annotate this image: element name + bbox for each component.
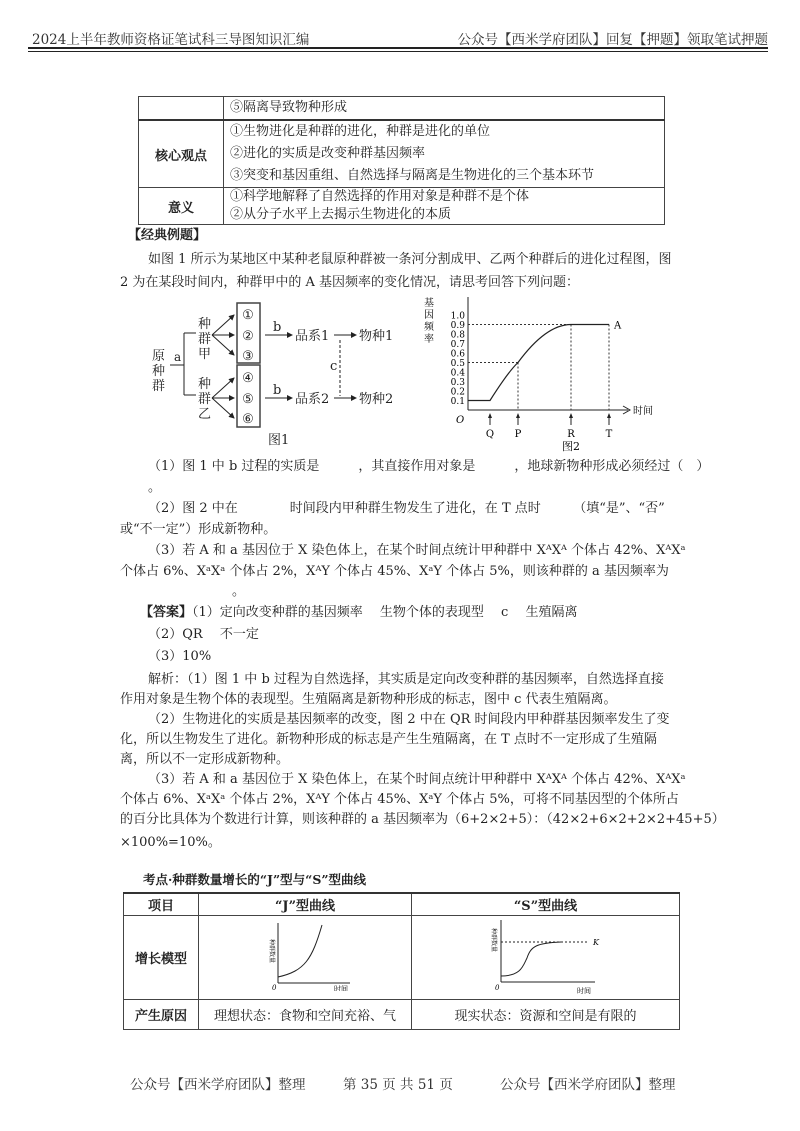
header-promo: 公众号【西米学府团队】回复【押题】领取笔试押题 xyxy=(457,32,768,48)
table-row xyxy=(124,915,680,999)
table-item: ①科学地解释了自然选择的作用对象是种群不是个体 xyxy=(230,189,530,204)
question-2: （2）图 2 中在 时间段内甲种群生物发生了进化，在 T 点时 （填“是”、“否” xyxy=(148,501,665,516)
origin-label: O xyxy=(456,415,465,426)
origin-label: 群 xyxy=(152,379,166,394)
table-item: ③突变和基因重组、自然选择与隔离是生物进化的三个基本环节 xyxy=(230,168,595,183)
y-axis-label: 种群数量 xyxy=(489,928,497,953)
strain-1: 品系1 xyxy=(295,329,330,344)
table-row xyxy=(139,120,665,188)
pop-a-label: 群 xyxy=(198,332,212,347)
evolution-theory-table xyxy=(138,96,665,225)
analysis-line: 化，所以生物发生了进化。新物种形成的标志是产生生殖隔离，在 T 点时不一定形成了生殖隔 xyxy=(120,732,657,747)
question-1-end: 。 xyxy=(148,480,162,495)
time-point-arrowhead xyxy=(516,413,520,418)
col-header: 项目 xyxy=(124,893,199,915)
table-header-row xyxy=(124,893,680,915)
y-tick-label: 0.8 xyxy=(450,330,465,341)
process-b-label: b xyxy=(273,383,282,398)
time-point-label: Q xyxy=(485,429,495,440)
y-tick-label: 0.3 xyxy=(450,378,465,388)
analysis-line: 离，所以不一定形成新物种。 xyxy=(120,752,290,767)
subgroup-4: ④ xyxy=(242,371,254,386)
y-axis-label: 基 xyxy=(424,298,434,309)
answer-3: （3）10% xyxy=(148,649,212,664)
process-c-label: c xyxy=(330,359,338,374)
row-label: 增长模型 xyxy=(124,915,199,999)
y-tick-label: 0.4 xyxy=(450,368,465,379)
species-1: 物种1 xyxy=(359,329,394,344)
species-2: 物种2 xyxy=(359,392,394,407)
table-row xyxy=(139,97,665,121)
figure-2-graph xyxy=(420,292,690,454)
subgroup-5: ⑤ xyxy=(242,392,254,407)
s-curve-graph xyxy=(471,916,621,994)
row-label: 核心观点 xyxy=(139,120,224,188)
example-intro: 如图 1 所示为某地区中某种老鼠原种群被一条河分割成甲、乙两个种群后的进化过程图，图 xyxy=(148,252,672,267)
footer-left: 公众号【西米学府团队】整理 xyxy=(130,1077,306,1093)
s-reason: 现实状态：资源和空间是有限的 xyxy=(412,999,680,1029)
answer-1: （1）定向改变种群的基因频率 生物个体的表现型 c 生殖隔离 xyxy=(192,605,578,620)
time-point-label: R xyxy=(567,429,575,440)
y-tick-label: 0.1 xyxy=(450,397,465,407)
time-point-label: P xyxy=(514,429,522,440)
origin-label: 种 xyxy=(152,364,166,379)
time-point-arrowhead xyxy=(488,413,492,418)
example-intro: 2 为在某段时间内，种群甲中的 A 基因频率的变化情况，请思考回答下列问题： xyxy=(120,275,580,290)
subgroup-2: ② xyxy=(242,329,254,344)
pop-b-label: 乙 xyxy=(198,407,212,422)
col-header: “J”型曲线 xyxy=(199,893,412,915)
table-row xyxy=(139,188,665,225)
process-b-label: b xyxy=(273,320,282,335)
time-point-arrowhead xyxy=(569,413,573,418)
origin-label: 0 xyxy=(494,984,499,992)
pop-b-label: 群 xyxy=(198,392,212,407)
question-3-end: 。 xyxy=(232,584,246,599)
row-label: 意义 xyxy=(139,188,224,225)
y-tick-label: 0.2 xyxy=(450,387,465,398)
subgroup-1: ① xyxy=(242,308,254,323)
pop-a-label: 甲 xyxy=(198,347,212,362)
header-rule-thin xyxy=(28,51,768,52)
y-tick-label: 0.5 xyxy=(450,359,465,369)
origin-label: 原 xyxy=(152,349,166,364)
origin-label: 0 xyxy=(272,984,277,991)
col-header: “S”型曲线 xyxy=(412,893,680,915)
page-number: 第 35 页 共 51 页 xyxy=(343,1077,453,1093)
row-label: 产生原因 xyxy=(124,999,199,1029)
x-axis-label: 时间 xyxy=(576,987,591,994)
process-a-label: a xyxy=(174,350,182,364)
question-3: （3）若 A 和 a 基因位于 X 染色体上，在某个时间点统计甲种群中 XᴬXᴬ 个体占 42%、XᴬXᵃ xyxy=(148,543,686,558)
row-label xyxy=(139,97,224,121)
y-tick-label: 0.6 xyxy=(450,349,465,360)
time-point-label: T xyxy=(605,429,613,440)
strain-2: 品系2 xyxy=(295,392,330,407)
example-title: 【经典例题】 xyxy=(128,228,207,243)
table-item: ⑤隔离导致物种形成 xyxy=(230,100,348,115)
k-label: K xyxy=(592,938,599,947)
header-rule xyxy=(28,47,768,49)
analysis-line: 的百分比具体为个数进行计算，则该种群的 a 基因频率为（6+2×2+5）：（42×2+6×2+2×2+45+5） xyxy=(120,812,725,827)
y-axis-label: 频 xyxy=(424,322,434,333)
pop-a-label: 种 xyxy=(198,317,212,332)
question-2-cont: 或“不一定”）形成新物种。 xyxy=(120,522,277,537)
x-axis-label: 时间 xyxy=(334,985,348,991)
analysis-line: （2）生物进化的实质是基因频率的改变，图 2 中在 QR 时间段内甲种群基因频率发生了变 xyxy=(148,712,670,727)
x-axis-label: 时间 xyxy=(633,406,653,417)
growth-curve-table xyxy=(123,892,680,1030)
figure-2-caption: 图2 xyxy=(562,440,580,453)
j-reason: 理想状态：食物和空间充裕、气 xyxy=(199,999,412,1029)
y-axis-label: 因 xyxy=(424,310,434,321)
j-curve-graph xyxy=(250,919,360,991)
curve-label-A: A xyxy=(614,320,622,332)
analysis-line: 解析：（1）图 1 中 b 过程为自然选择，其实质是定向改变种群的基因频率，自然选择直接 xyxy=(148,672,664,687)
answer-label: 【答案】 xyxy=(140,605,193,620)
question-1: （1）图 1 中 b 过程的实质是 ，其直接作用对象是 ，地球新物种形成必须经过（ ） xyxy=(148,459,710,474)
header-title: 2024上半年教师资格证笔试科三导图知识汇编 xyxy=(32,32,310,48)
footer-right: 公众号【西米学府团队】整理 xyxy=(500,1077,676,1093)
analysis-line: 个体占 6%、XᵃXᵃ 个体占 2%，XᴬY 个体占 45%、XᵃY 个体占 5%，可将不同基因型的个体所占 xyxy=(120,792,679,807)
answer-2: （2）QR 不一定 xyxy=(148,627,259,642)
y-tick-label: 0.7 xyxy=(450,340,465,350)
figure-1-caption: 图1 xyxy=(268,433,290,448)
pop-b-label: 种 xyxy=(198,377,212,392)
time-point-arrowhead xyxy=(607,413,611,418)
table-item: ②进化的实质是改变种群基因频率 xyxy=(230,146,426,161)
y-tick-label: 1.0 xyxy=(450,311,465,322)
analysis-line: 作用对象是生物个体的表现型。生殖隔离是新物种形成的标志，图中 c 代表生殖隔离。 xyxy=(120,692,617,707)
y-axis-label: 种群数量 xyxy=(268,939,275,964)
table-row xyxy=(124,999,680,1029)
subgroup-3: ③ xyxy=(242,349,254,364)
figure-1-diagram xyxy=(140,298,420,450)
analysis-line: （3）若 A 和 a 基因位于 X 染色体上，在某个时间点统计甲种群中 XᴬXᴬ 个体占 42%、XᴬXᵃ xyxy=(148,772,686,787)
y-axis-label: 率 xyxy=(424,334,434,345)
subgroup-6: ⑥ xyxy=(242,412,254,427)
table-item: ①生物进化是种群的进化，种群是进化的单位 xyxy=(230,124,491,139)
table-item: ②从分子水平上去揭示生物进化的本质 xyxy=(230,207,452,222)
y-tick-label: 0.9 xyxy=(450,321,465,331)
question-3-cont: 个体占 6%、XᵃXᵃ 个体占 2%，XᴬY 个体占 45%、XᵃY 个体占 5%，则该种群的 a 基因频率为 xyxy=(120,564,669,579)
analysis-line: ×100%=10%。 xyxy=(120,835,221,850)
table2-title: 考点·种群数量增长的“J”型与“S”型曲线 xyxy=(143,872,367,887)
